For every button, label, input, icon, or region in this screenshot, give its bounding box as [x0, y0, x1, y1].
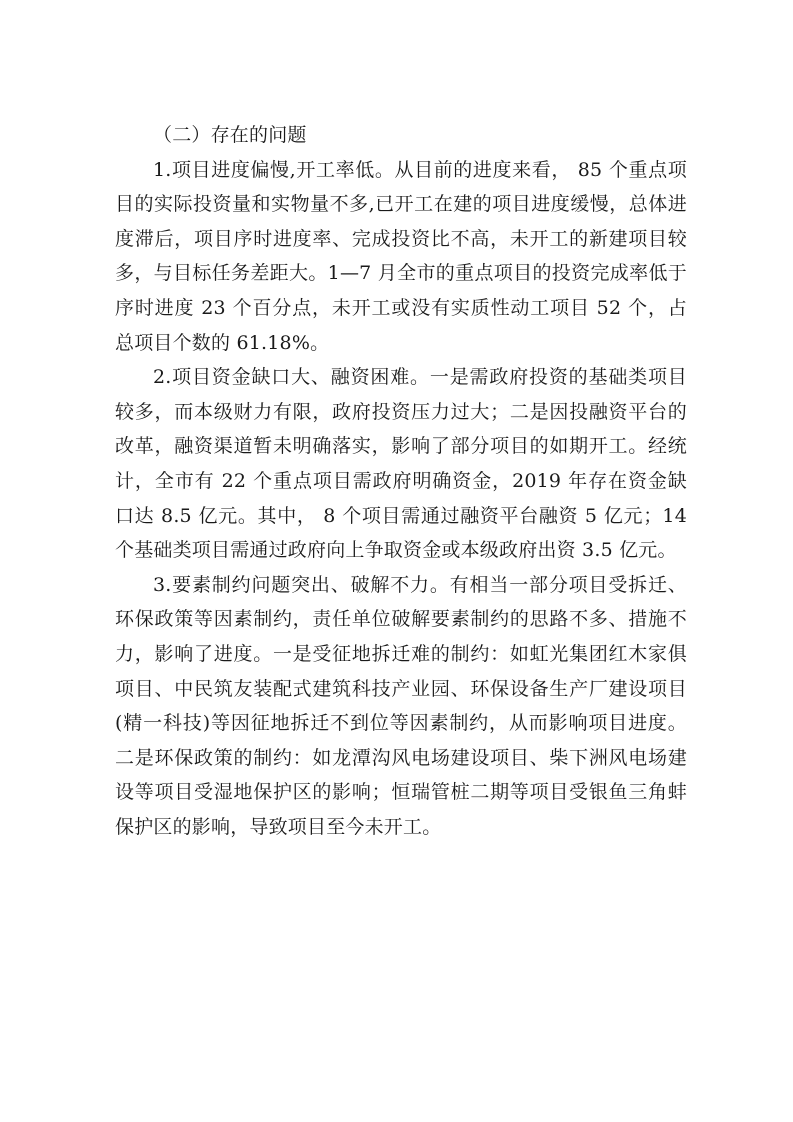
paragraph-funding: 2.项目资金缺口大、融资困难。一是需政府投资的基础类项目较多，而本级财力有限，政府投资压力过大；二是因投融资平台的改革，融资渠道暂未明确落实，影响了部分项目的如期开工。经统计，全市有 22 个重点项目需政府明确资金，2019 年存在资金缺口达 8.5 亿元。其中， 8 个项目需通过融资平台融资 5 亿元；14 个基础类项目需通过政府向上争取资金或本级政府出资 3.5 亿元。	[115, 366, 687, 562]
section-heading: （二）存在的问题	[153, 124, 307, 146]
document-body	[115, 118, 687, 844]
paragraph-constraints: 3.要素制约问题突出、破解不力。有相当一部分项目受拆迁、环保政策等因素制约，责任单位破解要素制约的思路不多、措施不力，影响了进度。一是受征地拆迁难的制约：如虹光集团红木家俱项目、中民筑友装配式建筑科技产业园、环保设备生产厂建设项目(精一科技)等因征地拆迁不到位等因素制约，从而影响项目进度。二是环保政策的制约：如龙潭沟风电场建设项目、柴下洲风电场建设等项目受湿地保护区的影响；恒瑞管桩二期等项目受银鱼三角蚌保护区的影响，导致项目至今未开工。	[115, 573, 687, 838]
paragraph-progress: 1.项目进度偏慢,开工率低。从目前的进度来看， 85 个重点项目的实际投资量和实物量不多,已开工在建的项目进度缓慢，总体进度滞后，项目序时进度率、完成投资比不高，未开工的新建项目较多，与目标任务差距大。1—7 月全市的重点项目的投资完成率低于序时进度 23 个百分点，未开工或没有实质性动工项目 52 个，占总项目个数的 61.18%。	[115, 158, 687, 354]
